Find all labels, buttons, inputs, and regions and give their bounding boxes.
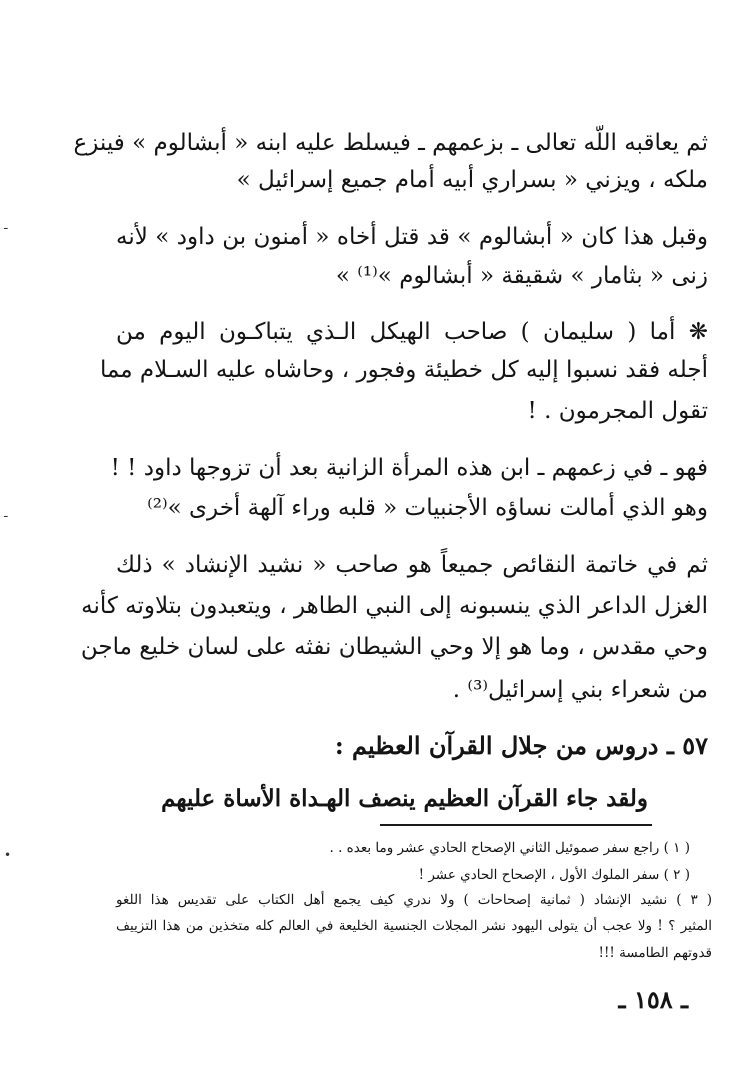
body-line-8: فهو ـ في زعمهم ـ ابن هذه المرأة الزانية بعد أن تزوجها داود ! !	[110, 455, 708, 481]
section-heading: ٥٧ ـ دروس من جلال القرآن العظيم :	[334, 731, 708, 760]
footnote-2: ( ٢ ) سفر الملوك الأول ، الإصحاح الحادي عشر !	[418, 867, 690, 883]
body-line-13: من شعراء بني إسرائيل⁽³⁾ .	[452, 677, 708, 703]
footnote-3-continued: المثير ؟ ! ولا عجب أن يتولى اليهود نشر المجلات الجنسية الخليعة في العالم كله متخذين من هذا التزييف	[116, 918, 712, 934]
body-line-11: الغزل الداعر الذي ينسبونه إلى النبي الطاهر ، ويتعبدون بتلاوته كأنه	[81, 593, 708, 619]
footnote-3-end: قدوتهم الطامسة !!!	[598, 945, 712, 961]
margin-mark-2: ـ	[4, 506, 8, 520]
footnote-divider	[380, 824, 652, 826]
body-line-3: وقبل هذا كان « أبشالوم » قد قتل أخاه « أمنون بن داود » لأنه	[116, 224, 708, 250]
margin-mark-1: ـ	[4, 218, 8, 232]
footnote-3: ( ٣ ) نشيد الإنشاد ( ثمانية إصحاحات ) ولا ندري كيف يجمع أهل الكتاب على تقديس هذا اللغو	[116, 892, 712, 908]
footnote-1: ( ١ ) راجع سفر صموئيل الثاني الإصحاح الحادي عشر وما بعده . .	[329, 840, 690, 856]
body-line-1: ثم يعاقبه اللّه تعالى ـ بزعمهم ـ فيسلط عليه ابنه « أبشالوم » فينزع	[73, 130, 708, 156]
body-line-7: تقول المجرمون . !	[527, 398, 708, 424]
body-line-12: وحي مقدس ، وما هو إلا وحي الشيطان نفثه على لسان خليع ماجن	[80, 634, 708, 660]
body-line-9: وهو الذي أمالت نساؤه الأجنبيات « قلبه وراء آلهة أخرى »⁽²⁾	[147, 495, 708, 521]
page-number: ـ ١٥٨ ـ	[618, 985, 688, 1014]
body-line-5: ❋ أما ( سليمان ) صاحب الهيكل الـذي يتباكـون اليوم من	[116, 319, 708, 345]
body-line-10: ثم في خاتمة النقائص جميعاً هو صاحب « نشيد الإنشاد » ذلك	[116, 552, 708, 578]
margin-mark-3: •	[4, 848, 12, 862]
body-line-2: ملكه ، ويزني « بسراري أبيه أمام جميع إسرائيل »	[236, 167, 708, 193]
body-line-4: زنى « بثامار » شقيقة « أبشالوم »⁽¹⁾ »	[335, 263, 708, 289]
closing-line: ولقد جاء القرآن العظيم ينصف الهـداة الأساة عليهم	[161, 785, 648, 812]
body-line-6: أجله فقد نسبوا إليه كل خطيئة وفجور ، وحاشاه عليه السـلام مما	[99, 357, 708, 383]
